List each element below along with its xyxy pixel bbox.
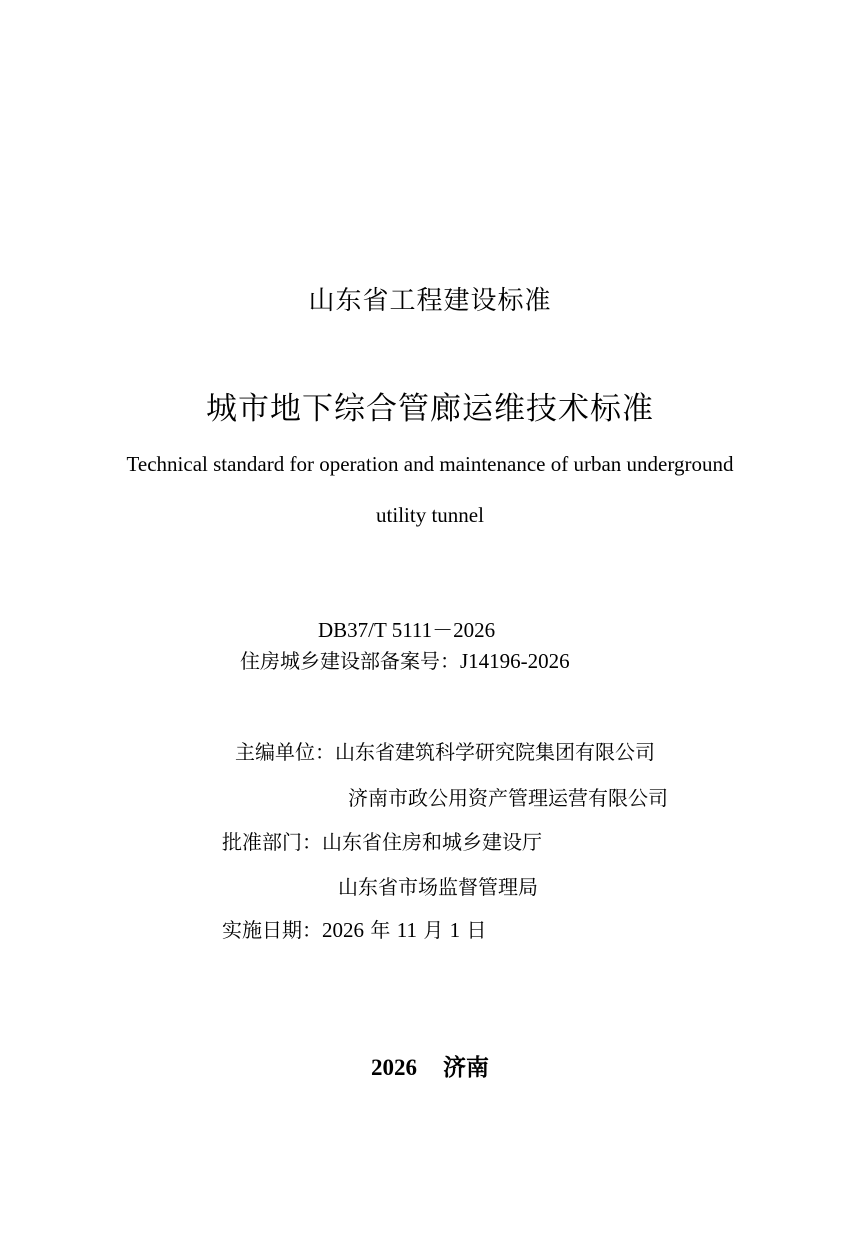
approving-department-1: 山东省住房和城乡建设厅 <box>322 830 542 854</box>
publication-year: 2026 <box>371 1055 417 1080</box>
effective-year-unit: 年 <box>370 918 391 942</box>
effective-day-unit: 日 <box>466 918 487 942</box>
standard-code: DB37/T 5111－2026 <box>318 618 496 642</box>
series-title: 山东省工程建设标准 <box>308 286 552 316</box>
chief-editor-label: 主编单位： <box>235 740 335 764</box>
document-title-english-line-1: Technical standard for operation and maintenance of urban underground <box>126 452 734 476</box>
document-title-english-line-2: utility tunnel <box>376 503 484 527</box>
effective-date-label: 实施日期： <box>222 918 322 942</box>
record-number-line <box>240 645 570 674</box>
chief-editor-org-1: 山东省建筑科学研究院集团有限公司 <box>335 740 655 764</box>
approving-department-line <box>222 826 542 855</box>
document-title-chinese: 城市地下综合管廊运维技术标准 <box>206 391 654 427</box>
approving-department-2: 山东省市场监督管理局 <box>338 875 538 899</box>
effective-year: 2026 <box>322 918 364 942</box>
record-number-value: J14196-2026 <box>460 649 570 673</box>
effective-date-line <box>222 914 487 943</box>
chief-editor-org-2: 济南市政公用资产管理运营有限公司 <box>348 786 668 810</box>
approving-department-label: 批准部门： <box>222 830 322 854</box>
record-number-label: 住房城乡建设部备案号： <box>240 649 460 673</box>
chief-editor-line <box>235 736 655 765</box>
publication-footer <box>0 1049 860 1082</box>
publication-city: 济南 <box>443 1054 489 1081</box>
effective-day: 1 <box>449 918 461 942</box>
effective-month: 11 <box>396 918 417 942</box>
effective-month-unit: 月 <box>423 918 444 942</box>
